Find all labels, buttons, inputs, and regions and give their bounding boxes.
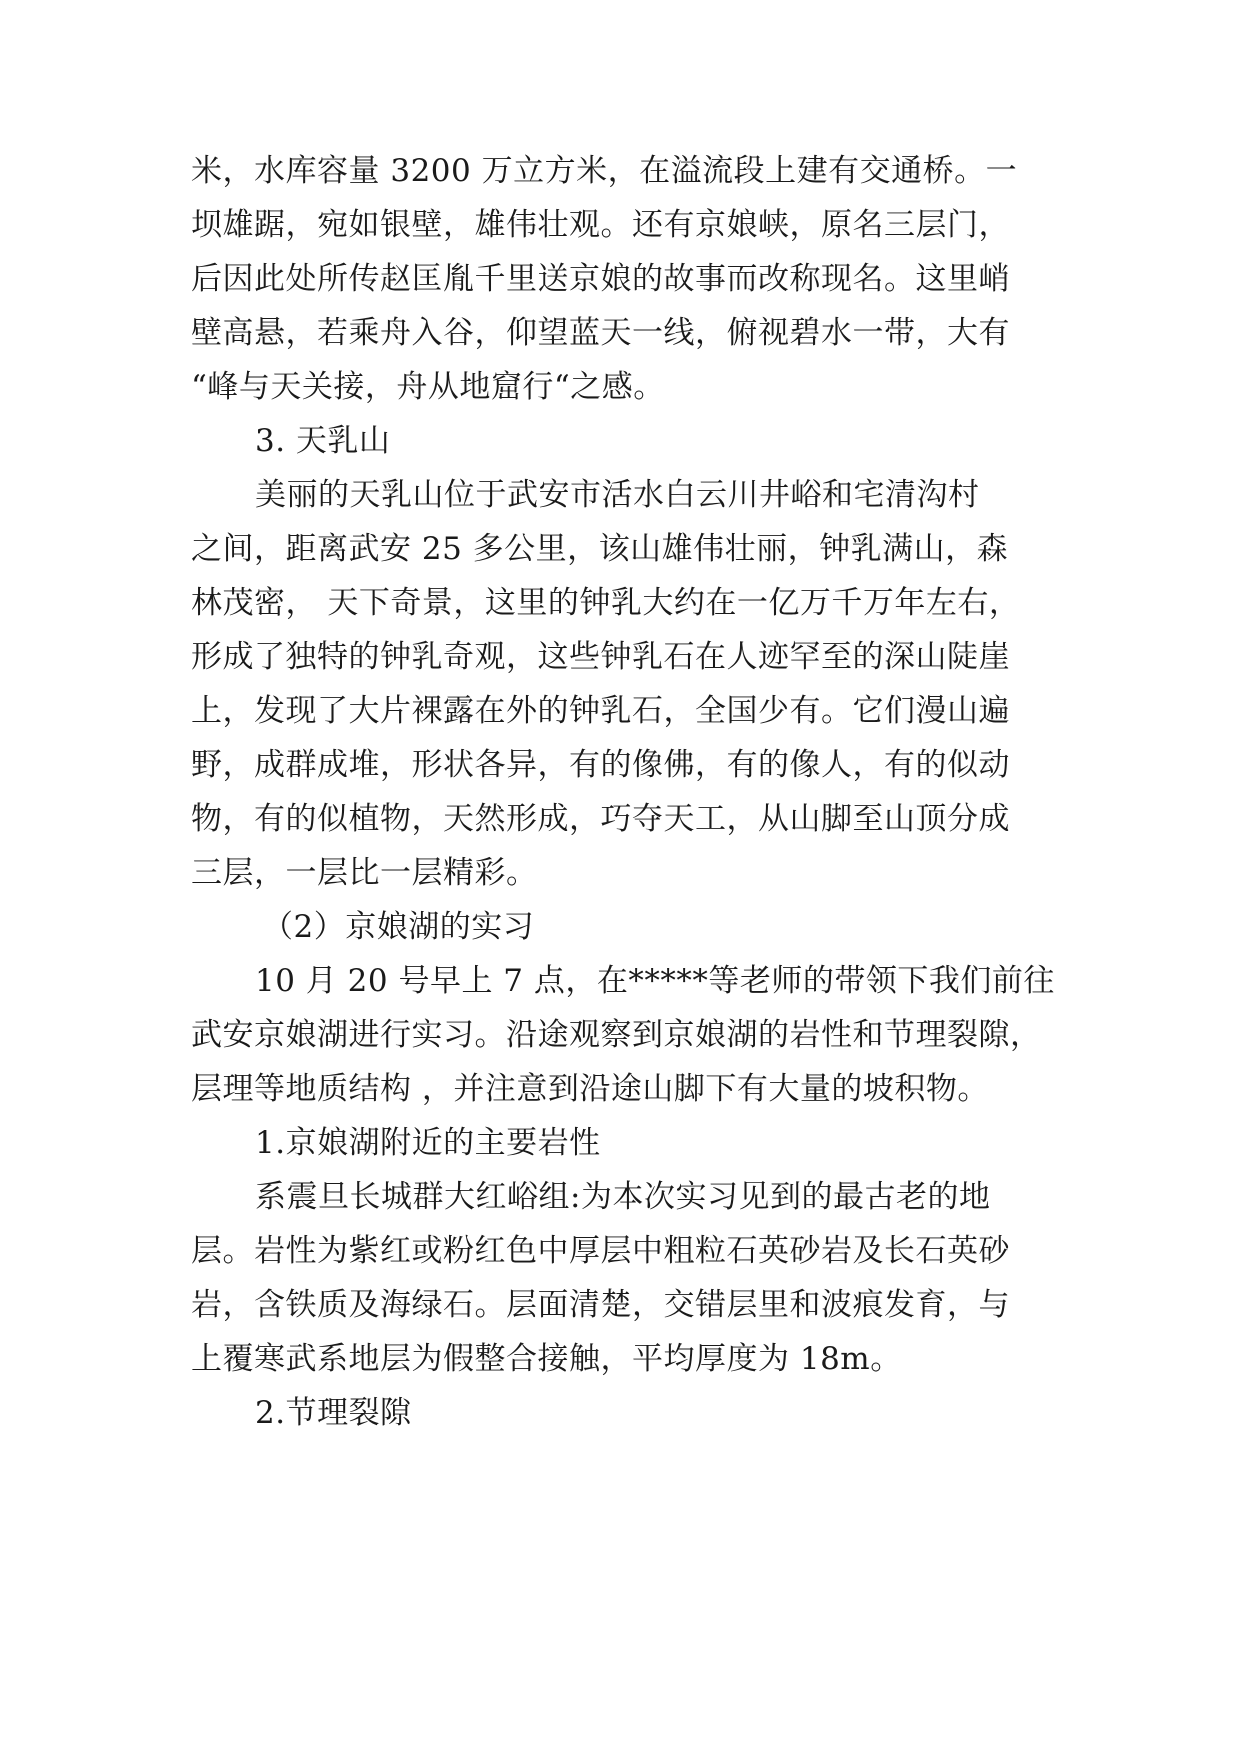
paragraph-line: 后因此处所传赵匡胤千里送京娘的故事而改称现名。这里峭 (191, 261, 1010, 297)
section-heading: 2.节理裂隙 (255, 1395, 412, 1431)
paragraph-line: 形成了独特的钟乳奇观，这些钟乳石在人迹罕至的深山陡崖 (191, 639, 1010, 675)
paragraph-line: 系震旦长城群大红峪组:为本次实习见到的最古老的地 (255, 1179, 991, 1215)
paragraph-line: 上，发现了大片裸露在外的钟乳石，全国少有。它们漫山遍 (191, 693, 1010, 729)
paragraph-line: 林茂密， 天下奇景，这里的钟乳大约在一亿万千万年左右， (191, 585, 1021, 621)
section-heading: 3. 天乳山 (255, 423, 391, 459)
paragraph-line: “峰与天关接，舟从地窟行“之感。 (191, 369, 665, 405)
paragraph-line: 10 月 20 号早上 7 点，在*****等老师的带领下我们前往 (255, 963, 1055, 999)
paragraph-line: 美丽的天乳山位于武安市活水白云川井峪和宅清沟村 (255, 477, 980, 513)
paragraph-line: 物，有的似植物，天然形成，巧夺天工，从山脚至山顶分成 (191, 801, 1010, 837)
section-heading: （2）京娘湖的实习 (262, 909, 535, 945)
paragraph-line: 层。岩性为紫红或粉红色中厚层中粗粒石英砂岩及长石英砂 (191, 1233, 1010, 1269)
paragraph-line: 壁高悬，若乘舟入谷，仰望蓝天一线，俯视碧水一带，大有 (191, 315, 1010, 351)
paragraph-line: 三层，一层比一层精彩。 (191, 855, 538, 891)
paragraph-line: 武安京娘湖进行实习。沿途观察到京娘湖的岩性和节理裂隙， (191, 1017, 1042, 1053)
paragraph-line: 坝雄踞，宛如银壁，雄伟壮观。还有京娘峡，原名三层门， (191, 207, 1010, 243)
section-heading: 1.京娘湖附近的主要岩性 (255, 1125, 601, 1161)
paragraph-line: 野，成群成堆，形状各异，有的像佛，有的像人，有的似动 (191, 747, 1010, 783)
paragraph-line: 上覆寒武系地层为假整合接触，平均厚度为 18m。 (191, 1341, 902, 1377)
paragraph-line: 岩，含铁质及海绿石。层面清楚，交错层里和波痕发育，与 (191, 1287, 1010, 1323)
paragraph-line: 层理等地质结构 ，并注意到沿途山脚下有大量的坡积物。 (191, 1071, 989, 1107)
paragraph-line: 米，水库容量 3200 万立方米，在溢流段上建有交通桥。一 (191, 153, 1018, 189)
paragraph-line: 之间，距离武安 25 多公里，该山雄伟壮丽，钟乳满山，森 (191, 531, 1009, 567)
